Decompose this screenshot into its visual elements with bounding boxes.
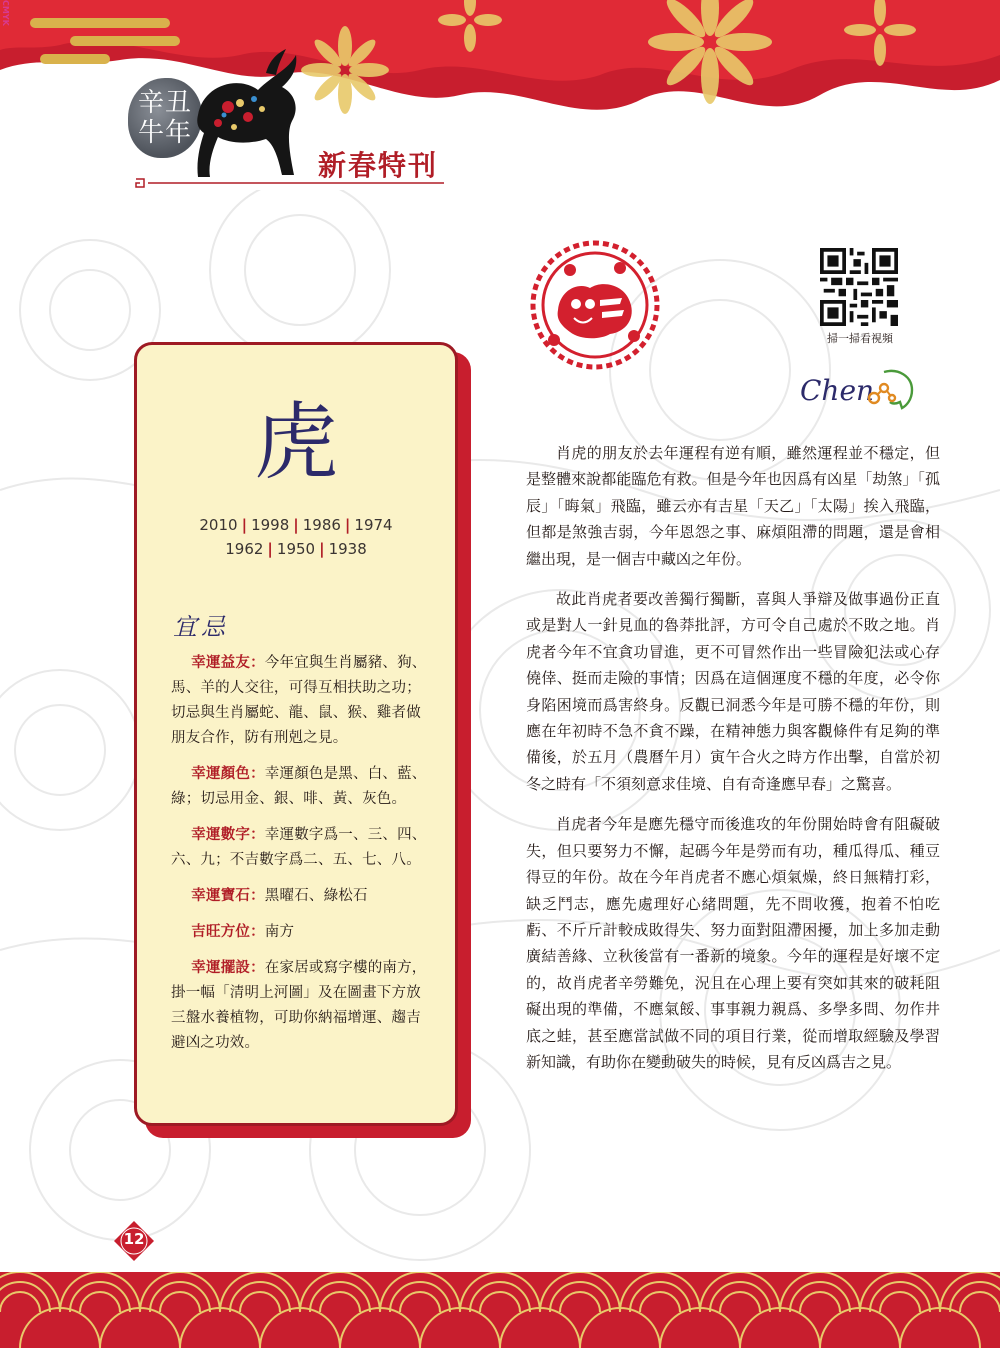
luck-label: 幸運寶石： [191,888,265,904]
luck-text: 在家居或寫字樓的南方，掛一幅「清明上河圖」及在圖畫下方放三盤水養植物，可助你納福增運、趨吉避凶之功效。 [171,960,427,1051]
magazine-section-title: 新春特刊 [318,149,439,182]
luck-label: 幸運擺設： [191,960,265,976]
seal-line-1: 辛丑 [137,88,192,118]
luck-item-friends [171,651,429,751]
luck-list [171,651,429,1067]
year-separator: | [241,516,248,534]
header-underline-ornament [134,178,444,188]
years-row-1 [137,513,455,537]
article-paragraph: 肖虎的朋友於去年運程有逆有順，雖然運程並不穩定，但是整體來說都能臨危有救。但是今年也因爲有凶星「劫煞」「孤辰」「晦氣」飛臨，雖云亦有吉星「天乙」「太陽」挨入飛臨，但都是煞強吉弱，今年恩怨之事、麻煩阻滯的問題，還是會相繼出現，是一個吉中藏凶之年份。 [526,444,940,568]
luck-item-colors [171,762,429,812]
page-number: 12 [123,1230,145,1248]
luck-label: 吉旺方位： [191,924,265,940]
luck-item-decor [171,956,429,1056]
year: 1938 [328,540,367,558]
luck-label: 幸運顏色： [191,766,265,782]
luck-label: 幸運數字： [191,827,265,843]
year-separator: | [344,516,351,534]
tiger-papercut-icon [530,240,660,370]
luck-text: 黑曜石、綠松石 [264,888,368,904]
year: 1986 [302,516,341,534]
article-paragraph: 肖虎者今年是應先穩守而後進攻的年份開始時會有阻礙破失，但只要努力不懈，起碼今年是勞而有功，種瓜得瓜、種豆得豆的年份。故在今年肖虎者不應心煩氣燥，終日無精打彩，缺乏鬥志，應先處理好心緒問題，先不問收獲，抱着不怕吃虧、不斤斤計較成敗得失、努力面對阻滯困擾，加上多加走動廣結善緣、立秋後當有一番新的境象。今年的運程是好壞不定的，故肖虎者辛勞難免，況且在心理上要有突如其來的破耗阻礙出現的準備，不應氣餒、事事親力親爲、多學多問、勿作井底之蛙，甚至應當試做不同的項目行業，從而增取經驗及學習新知識，有助你在變動破失的時候，見有反凶爲吉之見。 [526,815,940,1071]
luck-item-gems [171,884,429,909]
yiji-heading: 宜忌 [173,613,229,641]
year-separator: | [319,540,325,558]
author-signature: Chen [800,374,875,407]
fortune-article [526,440,940,1089]
luck-item-numbers [171,823,429,873]
author-logo-icon [862,368,916,410]
years-row-2 [137,537,455,561]
ox-illustration [178,45,318,185]
luck-item-direction [171,920,429,945]
year: 1974 [354,516,393,534]
zodiac-info-card [134,342,458,1126]
luck-label: 幸運益友： [191,655,265,671]
year: 2010 [199,516,238,534]
cmyk-print-mark: CMYK [1,0,10,26]
article-paragraph: 故此肖虎者要改善獨行獨斷，喜與人爭辯及做事過份正直或是對人一針見血的魯莽批評，方可令自己處於不敗之地。肖虎者今年不宜貪功冒進，更不可冒然作出一些冒險犯法或心存僥倖、挺而走險的事情；因爲在這個運度不穩的年度，必令你身陷困境而爲害終身。反觀已洞悉今年是可勝不穩的年份，則應在年初時不急不貪不躁，在精神態力與客觀條件有足夠的準備後，於五月（農曆午月）寅午合火之時方作出擊，自當於初冬之時有「不須刻意求佳境、自有奇逢應早春」之驚喜。 [526,590,940,793]
luck-text: 南方 [264,924,295,940]
year: 1998 [251,516,290,534]
birth-years [137,513,455,561]
zodiac-character: 虎 [253,393,338,491]
year-separator: | [267,540,273,558]
year: 1962 [225,540,264,558]
qr-code[interactable] [820,248,898,326]
year: 1950 [276,540,316,558]
footer-wave-band [0,1272,1000,1348]
qr-caption: 掃一掃看視頻 [827,332,893,345]
year-separator: | [293,516,299,534]
luck-text: 幸運數字爲一、三、四、六、九；不吉數字爲二、五、七、八。 [171,827,427,868]
luck-text: 今年宜與生肖屬豬、狗、馬、羊的人交往，可得互相扶助之功；切忌與生肖屬蛇、龍、鼠、猴、雞者做朋友合作，防有刑剋之見。 [171,655,427,746]
seal-line-2: 牛年 [137,118,192,148]
luck-text: 幸運顏色是黑、白、藍、綠；切忌用金、銀、啡、黃、灰色。 [171,766,427,807]
